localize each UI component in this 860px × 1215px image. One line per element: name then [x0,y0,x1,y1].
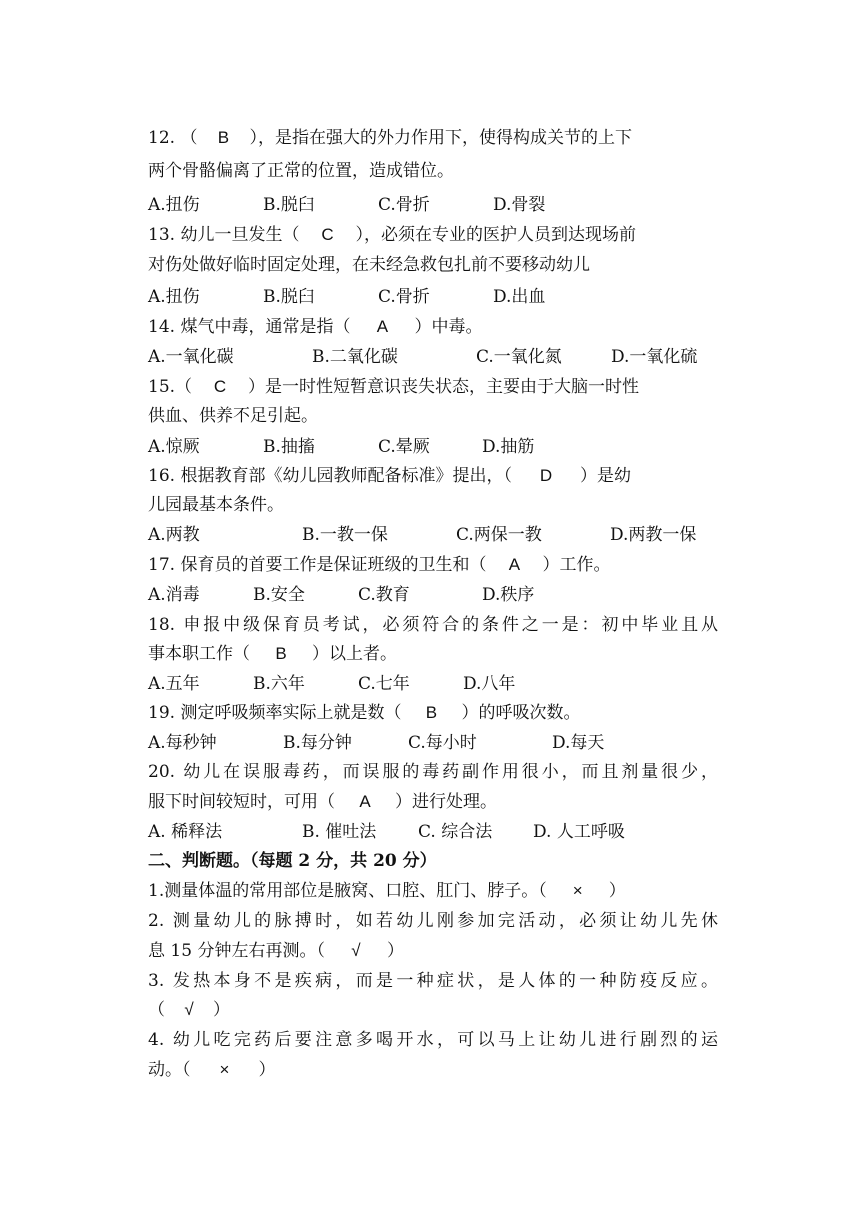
answer-18: B [275,644,287,663]
option-c: C.教育 [358,585,410,605]
option-d: D.八年 [463,674,516,694]
option-a: A.消毒 [148,585,200,605]
question-17: 17. 保育员的首要工作是保证班级的卫生和（ A ）工作。 [148,550,718,580]
answer-j1: × [572,881,583,900]
option-a: A. 稀释法 [148,822,223,842]
question-14: 14. 煤气中毒，通常是指（ A ）中毒。 [148,312,718,342]
option-a: A.惊厥 [148,437,200,457]
options-15 [148,432,718,462]
answer-20: A [359,792,371,811]
option-b: B.六年 [253,674,305,694]
option-a: A.扭伤 [148,195,200,215]
question-13: 13. 幼儿一旦发生（ C ），必须在专业的医护人员到达现场前 [148,220,718,250]
option-d: D.两教一保 [610,525,697,545]
option-d: D.每天 [552,733,605,753]
answer-13: C [321,225,334,244]
option-c: C.两保一教 [456,525,542,545]
option-c: C. 综合法 [418,822,493,842]
option-b: B.抽搐 [263,437,315,457]
option-d: D.秩序 [482,585,535,605]
option-d: D. 人工呼吸 [533,822,625,842]
option-c: C.每小时 [408,733,477,753]
answer-16: D [539,466,553,485]
option-a: A.一氧化碳 [148,347,234,367]
option-c: C.七年 [358,674,410,694]
judgement-4-line-2: 动。（ × ） [148,1055,718,1085]
options-14 [148,342,718,372]
option-c: C.一氧化氮 [476,347,562,367]
option-c: C.骨折 [378,195,430,215]
question-12: 12. （ B ），是指在强大的外力作用下，使得构成关节的上下 [148,123,718,153]
judgement-3-line-2: （ √ ） [148,995,718,1025]
judgement-3: 3. 发热本身不是疾病，而是一种症状，是人体的一种防疫反应。 [148,971,718,991]
answer-j2: √ [351,941,361,960]
options-19 [148,728,718,758]
section-2-title: 二、判断题。（每题 2 分，共 20 分） [148,851,437,871]
question-20: 20. 幼儿在误服毒药，而误服的毒药副作用很小，而且剂量很少， [148,762,718,782]
answer-14: A [376,317,389,336]
answer-j3: √ [184,1000,194,1019]
option-a: A.五年 [148,674,200,694]
judgement-2-line-2: 息 15 分钟左右再测。（ √ ） [148,936,718,966]
option-b: B.脱臼 [263,195,315,215]
question-13-line-2: 对伤处做好临时固定处理，在未经急救包扎前不要移动幼儿 [148,255,590,275]
option-b: B.一教一保 [302,525,388,545]
question-16-line-2: 儿园最基本条件。 [148,495,284,515]
option-c: C.骨折 [378,287,430,307]
options-17 [148,580,718,610]
judgement-2: 2. 测量幼儿的脉搏时，如若幼儿刚参加完活动，必须让幼儿先休 [148,911,718,931]
option-b: B.安全 [253,585,305,605]
question-20-line-2: 服下时间较短时，可用（ A ）进行处理。 [148,787,718,817]
option-b: B. 催吐法 [302,822,377,842]
options-20 [148,817,718,847]
question-12-line-2: 两个骨骼偏离了正常的位置，造成错位。 [148,161,454,181]
option-a: A.扭伤 [148,287,200,307]
option-b: B.脱臼 [263,287,315,307]
answer-12: B [217,128,230,147]
question-18: 18. 申报中级保育员考试，必须符合的条件之一是：初中毕业且从 [148,615,718,635]
option-c: C.晕厥 [378,437,430,457]
answer-17: A [508,555,521,574]
option-a: A.两教 [148,525,200,545]
option-b: B.每分钟 [283,733,352,753]
question-16: 16. 根据教育部《幼儿园教师配备标准》提出，（ D ）是幼 [148,461,718,491]
options-13 [148,282,718,312]
option-b: B.二氧化碳 [312,347,398,367]
question-19: 19. 测定呼吸频率实际上就是数（ B ）的呼吸次数。 [148,698,718,728]
options-12 [148,190,718,220]
option-d: D.骨裂 [493,195,546,215]
options-16 [148,520,718,550]
option-d: D.出血 [493,287,546,307]
option-a: A.每秒钟 [148,733,217,753]
judgement-1: 1.测量体温的常用部位是腋窝、口腔、肛门、脖子。（ × ） [148,876,718,906]
option-d: D.抽筋 [482,437,535,457]
options-18 [148,669,718,699]
answer-15: C [213,377,227,396]
option-d: D.一氧化硫 [611,347,698,367]
question-18-line-2: 事本职工作（ B ）以上者。 [148,639,718,669]
question-15: 15.（ C ）是一时性短暂意识丧失状态，主要由于大脑一时性 [148,372,718,402]
judgement-4: 4. 幼儿吃完药后要注意多喝开水，可以马上让幼儿进行剧烈的运 [148,1030,718,1050]
answer-j4: × [219,1060,230,1079]
question-15-line-2: 供血、供养不足引起。 [148,406,318,426]
answer-19: B [425,703,438,722]
